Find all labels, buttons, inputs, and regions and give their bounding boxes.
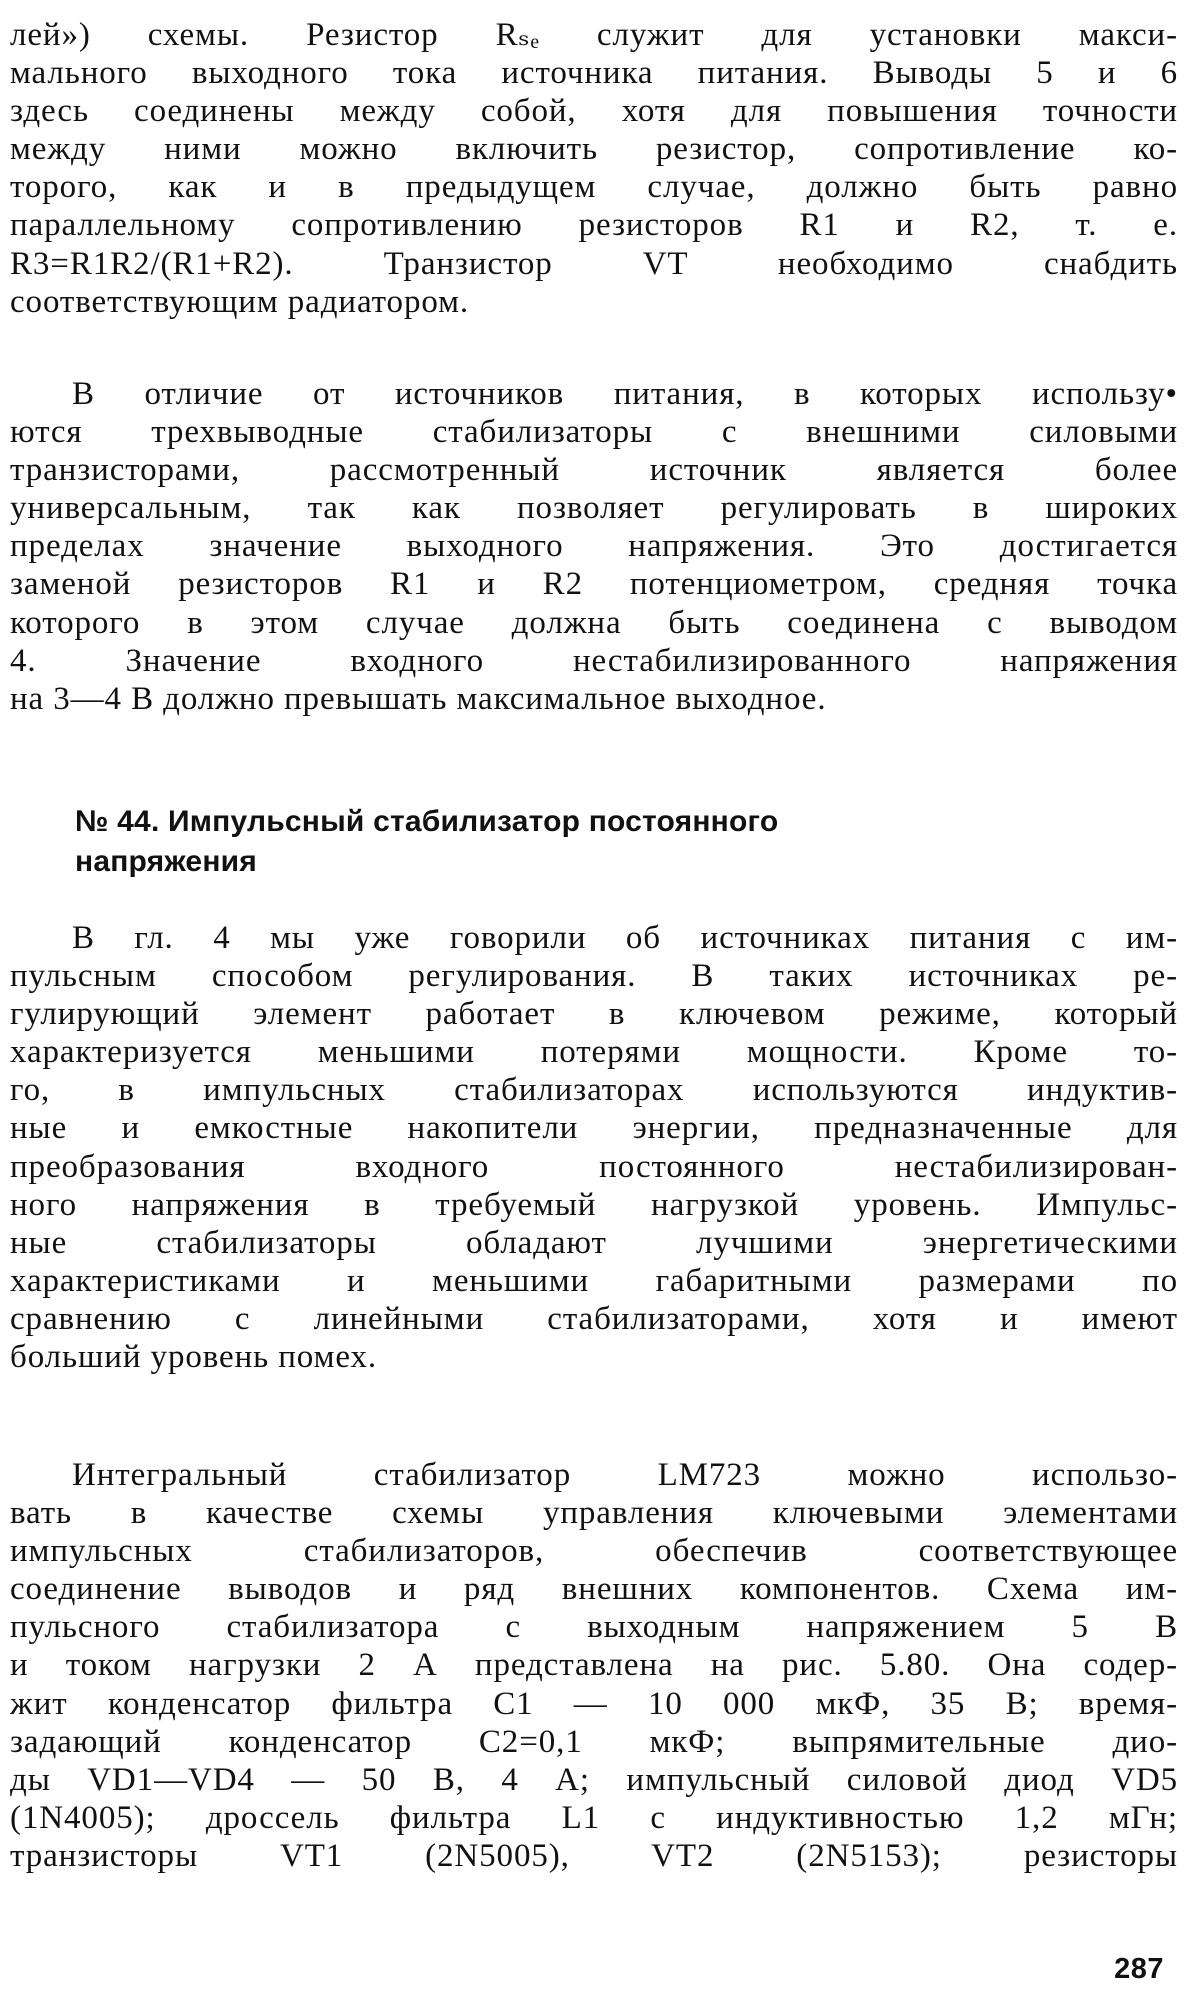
text-line: параллельному сопротивлению резисторов R1 и R2, т. е. [10, 207, 1178, 244]
text-line: R3=R1R2/(R1+R2). Транзистор VT необходимо снабдить [10, 245, 1178, 282]
text-line: В гл. 4 мы уже говорили об источниках питания с им- [72, 920, 1178, 956]
text-line: характеристиками и меньшими габаритными размерами по [10, 1262, 1178, 1299]
text-line: ются трехвыводные стабилизаторы с внешними силовыми [10, 414, 1178, 451]
text-line: ного напряжения в требуемый нагрузкой уровень. Импульс- [10, 1186, 1178, 1223]
text-line: заменой резисторов R1 и R2 потенциометром, средняя точка [10, 566, 1178, 603]
text-line: больший уровень помех. [10, 1339, 378, 1376]
text-line: жит конденсатор фильтра C1 — 10 000 мкФ, 35 В; время- [10, 1685, 1178, 1722]
paragraph-lm723 [10, 1456, 1178, 1875]
text-line: 4. Значение входного нестабилизированного напряжения [10, 642, 1178, 679]
text-line: соединение выводов и ряд внешних компонентов. Схема им- [10, 1571, 1178, 1608]
text-line: и током нагрузки 2 А представлена на рис. 5.80. Она содер- [10, 1647, 1178, 1684]
text-line: импульсных стабилизаторов, обеспечив соответствующее [10, 1533, 1178, 1570]
text-line: Интегральный стабилизатор LM723 можно использо- [72, 1457, 1178, 1493]
text-line: го, в импульсных стабилизаторах используются индуктив- [10, 1072, 1178, 1109]
paragraph-continuation [10, 16, 1178, 321]
text-line: пульсного стабилизатора с выходным напряжением 5 В [10, 1609, 1178, 1646]
text-line: пределах значение выходного напряжения. Это достигается [10, 528, 1178, 565]
text-line: преобразования входного постоянного нестабилизирован- [10, 1148, 1178, 1185]
text-line: лей») схемы. Резистор Rₛₑ служит для установки макси- [10, 17, 1178, 53]
text-line: универсальным, так как позволяет регулировать в широких [10, 490, 1178, 527]
text-line: на 3—4 В должно превышать максимальное выходное. [10, 680, 827, 717]
paragraph-universal-source [10, 375, 1178, 718]
heading-line: № 44. Импульсный стабилизатор постоянного [75, 805, 779, 838]
text-line: здесь соединены между собой, хотя для повышения точности [10, 93, 1178, 130]
text-line: транзисторами, рассмотренный источник является более [10, 452, 1178, 489]
text-line: гулирующий элемент работает в ключевом режиме, который [10, 996, 1178, 1033]
text-line: мального выходного тока источника питания. Выводы 5 и 6 [10, 55, 1178, 92]
paragraph-pulse-sources [10, 919, 1178, 1376]
text-line: которого в этом случае должна быть соединена с выводом [10, 604, 1178, 641]
text-line: характеризуется меньшими потерями мощности. Кроме то- [10, 1034, 1178, 1071]
text-line: вать в качестве схемы управления ключевыми элементами [10, 1495, 1178, 1532]
section-heading [75, 802, 1135, 882]
text-line: между ними можно включить резистор, сопротивление ко- [10, 131, 1178, 168]
heading-line: напряжения [75, 845, 257, 878]
page-number: 287 [1114, 1953, 1164, 1985]
text-line: пульсным способом регулирования. В таких источниках ре- [10, 958, 1178, 995]
text-line: соответствующим радиатором. [10, 283, 470, 320]
text-line: торого, как и в предыдущем случае, должно быть равно [10, 169, 1178, 206]
text-line: (1N4005); дроссель фильтра L1 с индуктивностью 1,2 мГн; [10, 1799, 1178, 1836]
book-page [10, 8, 1178, 1993]
text-line: ды VD1—VD4 — 50 В, 4 А; импульсный силовой диод VD5 [10, 1761, 1178, 1798]
text-line: В отличие от источников питания, в которых использу• [72, 376, 1178, 412]
text-line: задающий конденсатор C2=0,1 мкФ; выпрямительные дио- [10, 1723, 1178, 1760]
text-line: транзисторы VT1 (2N5005), VT2 (2N5153); резисторы [10, 1837, 1178, 1874]
text-line: ные и емкостные накопители энергии, предназначенные для [10, 1110, 1178, 1147]
text-line: сравнению с линейными стабилизаторами, хотя и имеют [10, 1300, 1178, 1337]
text-line: ные стабилизаторы обладают лучшими энергетическими [10, 1224, 1178, 1261]
